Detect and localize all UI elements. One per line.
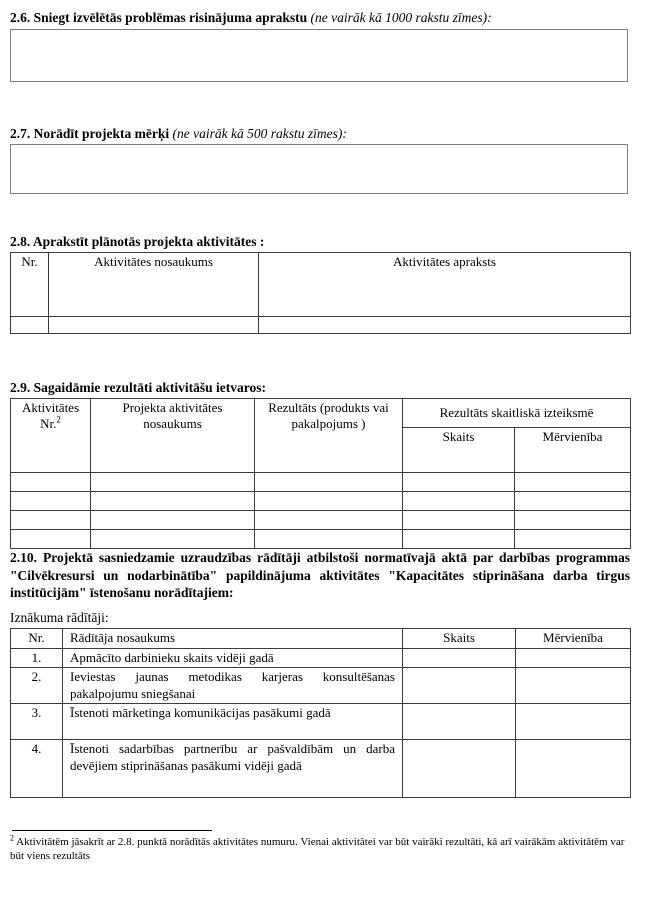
indicator-nr: 4. bbox=[11, 740, 63, 798]
indicator-name: Īstenoti mārketinga komunikācijas pasākumi gadā bbox=[63, 704, 403, 740]
indicator-nr: 3. bbox=[11, 704, 63, 740]
indicator-nr: 1. bbox=[11, 648, 63, 668]
section-2-6-heading bbox=[10, 10, 630, 26]
section-2-7-limit-note: (ne vairāk kā 500 rakstu zīmes): bbox=[172, 126, 347, 141]
indicators-table-header-row bbox=[11, 628, 631, 648]
activities-cell-desc[interactable] bbox=[259, 317, 631, 334]
section-2-9-heading: 2.9. Sagaidāmie rezultāti aktivitāšu ietvaros: bbox=[10, 380, 266, 395]
activities-col-name: Aktivitātes nosaukums bbox=[49, 253, 259, 317]
activities-cell-name[interactable] bbox=[49, 317, 259, 334]
results-cell[interactable] bbox=[11, 492, 91, 511]
results-col-result: Rezultāts (produkts vai pakalpojums ) bbox=[255, 399, 403, 473]
indicator-name: Apmācīto darbinieku skaits vidēji gadā bbox=[63, 648, 403, 668]
results-col-activity-nr-label: Aktivitātes Nr. bbox=[21, 400, 80, 431]
indicator-count-cell[interactable] bbox=[403, 740, 516, 798]
footnote-ref-2: 2 bbox=[56, 414, 61, 425]
activities-cell-nr[interactable] bbox=[11, 317, 49, 334]
indicator-name: Ieviestas jaunas metodikas karjeras konsultēšanas pakalpojumu sniegšanai bbox=[63, 668, 403, 704]
indicator-unit-cell[interactable] bbox=[516, 740, 631, 798]
results-col-activity-name: Projekta aktivitātes nosaukums bbox=[91, 399, 255, 473]
results-col-count: Skaits bbox=[403, 428, 515, 473]
output-indicators-label: Iznākuma rādītāji: bbox=[10, 609, 109, 625]
section-2-8-heading: 2.8. Aprakstīt plānotās projekta aktivitātes : bbox=[10, 234, 265, 249]
indicator-unit-cell[interactable] bbox=[516, 668, 631, 704]
indicators-table bbox=[10, 628, 631, 799]
section-2-6-title: 2.6. Sniegt izvēlētās problēmas risinājuma aprakstu bbox=[10, 10, 308, 25]
results-cell[interactable] bbox=[403, 511, 515, 530]
indicator-unit-cell[interactable] bbox=[516, 704, 631, 740]
results-cell[interactable] bbox=[255, 492, 403, 511]
results-cell[interactable] bbox=[403, 492, 515, 511]
activities-table-header-row bbox=[11, 253, 631, 317]
results-empty-row bbox=[11, 511, 631, 530]
results-cell[interactable] bbox=[11, 473, 91, 492]
activities-col-desc: Aktivitātes apraksts bbox=[259, 253, 631, 317]
results-cell[interactable] bbox=[515, 473, 631, 492]
results-col-numeric-group: Rezultāts skaitliskā izteiksmē bbox=[403, 399, 631, 428]
section-2-7-answer-box[interactable] bbox=[10, 144, 628, 194]
results-cell[interactable] bbox=[255, 530, 403, 549]
results-table bbox=[10, 398, 631, 549]
results-cell[interactable] bbox=[91, 492, 255, 511]
footnote bbox=[10, 835, 628, 863]
indicators-col-nr: Nr. bbox=[11, 628, 63, 648]
results-cell[interactable] bbox=[515, 530, 631, 549]
results-cell[interactable] bbox=[91, 473, 255, 492]
footnote-marker: 2 bbox=[10, 833, 14, 843]
results-col-unit: Mērvienība bbox=[515, 428, 631, 473]
indicator-count-cell[interactable] bbox=[403, 648, 516, 668]
results-col-activity-nr bbox=[11, 399, 91, 473]
results-cell[interactable] bbox=[255, 473, 403, 492]
results-cell[interactable] bbox=[11, 530, 91, 549]
indicator-count-cell[interactable] bbox=[403, 704, 516, 740]
footnote-separator bbox=[12, 830, 212, 831]
section-2-10-heading: 2.10. Projektā sasniedzamie uzraudzības rādītāji atbilstoši normatīvajā aktā par darbības programmas "Cilvēkresursi un nodarbinātība" papildinājuma aktivitātes "Kapacitātes stiprināšana darba tirgus institūcijām" īstenošanu norādītajiem: bbox=[10, 550, 630, 600]
indicators-col-count: Skaits bbox=[403, 628, 516, 648]
results-empty-row bbox=[11, 492, 631, 511]
footnote-text: Aktivitātēm jāsakrīt ar 2.8. punktā norādītās aktivitātes numuru. Vienai aktivitātei var būt vairāki rezultāti, kā arī vairākām aktivitātēm var būt viens rezultāts bbox=[10, 836, 625, 862]
indicator-row-2 bbox=[11, 668, 631, 704]
indicators-col-unit: Mērvienība bbox=[516, 628, 631, 648]
results-cell[interactable] bbox=[403, 530, 515, 549]
section-2-6-answer-box[interactable] bbox=[10, 29, 628, 82]
indicators-col-name: Rādītāja nosaukums bbox=[63, 628, 403, 648]
results-cell[interactable] bbox=[255, 511, 403, 530]
activities-col-nr: Nr. bbox=[11, 253, 49, 317]
results-empty-row bbox=[11, 473, 631, 492]
results-cell[interactable] bbox=[11, 511, 91, 530]
activities-table bbox=[10, 252, 631, 334]
activities-empty-row bbox=[11, 317, 631, 334]
indicator-count-cell[interactable] bbox=[403, 668, 516, 704]
results-cell[interactable] bbox=[91, 530, 255, 549]
section-2-6-limit-note: (ne vairāk kā 1000 rakstu zīmes): bbox=[310, 10, 492, 25]
results-empty-row bbox=[11, 530, 631, 549]
results-cell[interactable] bbox=[515, 511, 631, 530]
indicator-name: Īstenoti sadarbības partnerību ar pašvaldībām un darba devējiem stiprināšanas pasākumi vidēji gadā bbox=[63, 740, 403, 798]
results-table-header-row-1 bbox=[11, 399, 631, 428]
results-cell[interactable] bbox=[403, 473, 515, 492]
indicator-row-3 bbox=[11, 704, 631, 740]
results-cell[interactable] bbox=[515, 492, 631, 511]
indicator-row-4 bbox=[11, 740, 631, 798]
section-2-7-title: 2.7. Norādīt projekta mērķi bbox=[10, 126, 170, 141]
indicator-nr: 2. bbox=[11, 668, 63, 704]
indicator-row-1 bbox=[11, 648, 631, 668]
results-cell[interactable] bbox=[91, 511, 255, 530]
indicator-unit-cell[interactable] bbox=[516, 648, 631, 668]
section-2-7-heading bbox=[10, 126, 630, 142]
